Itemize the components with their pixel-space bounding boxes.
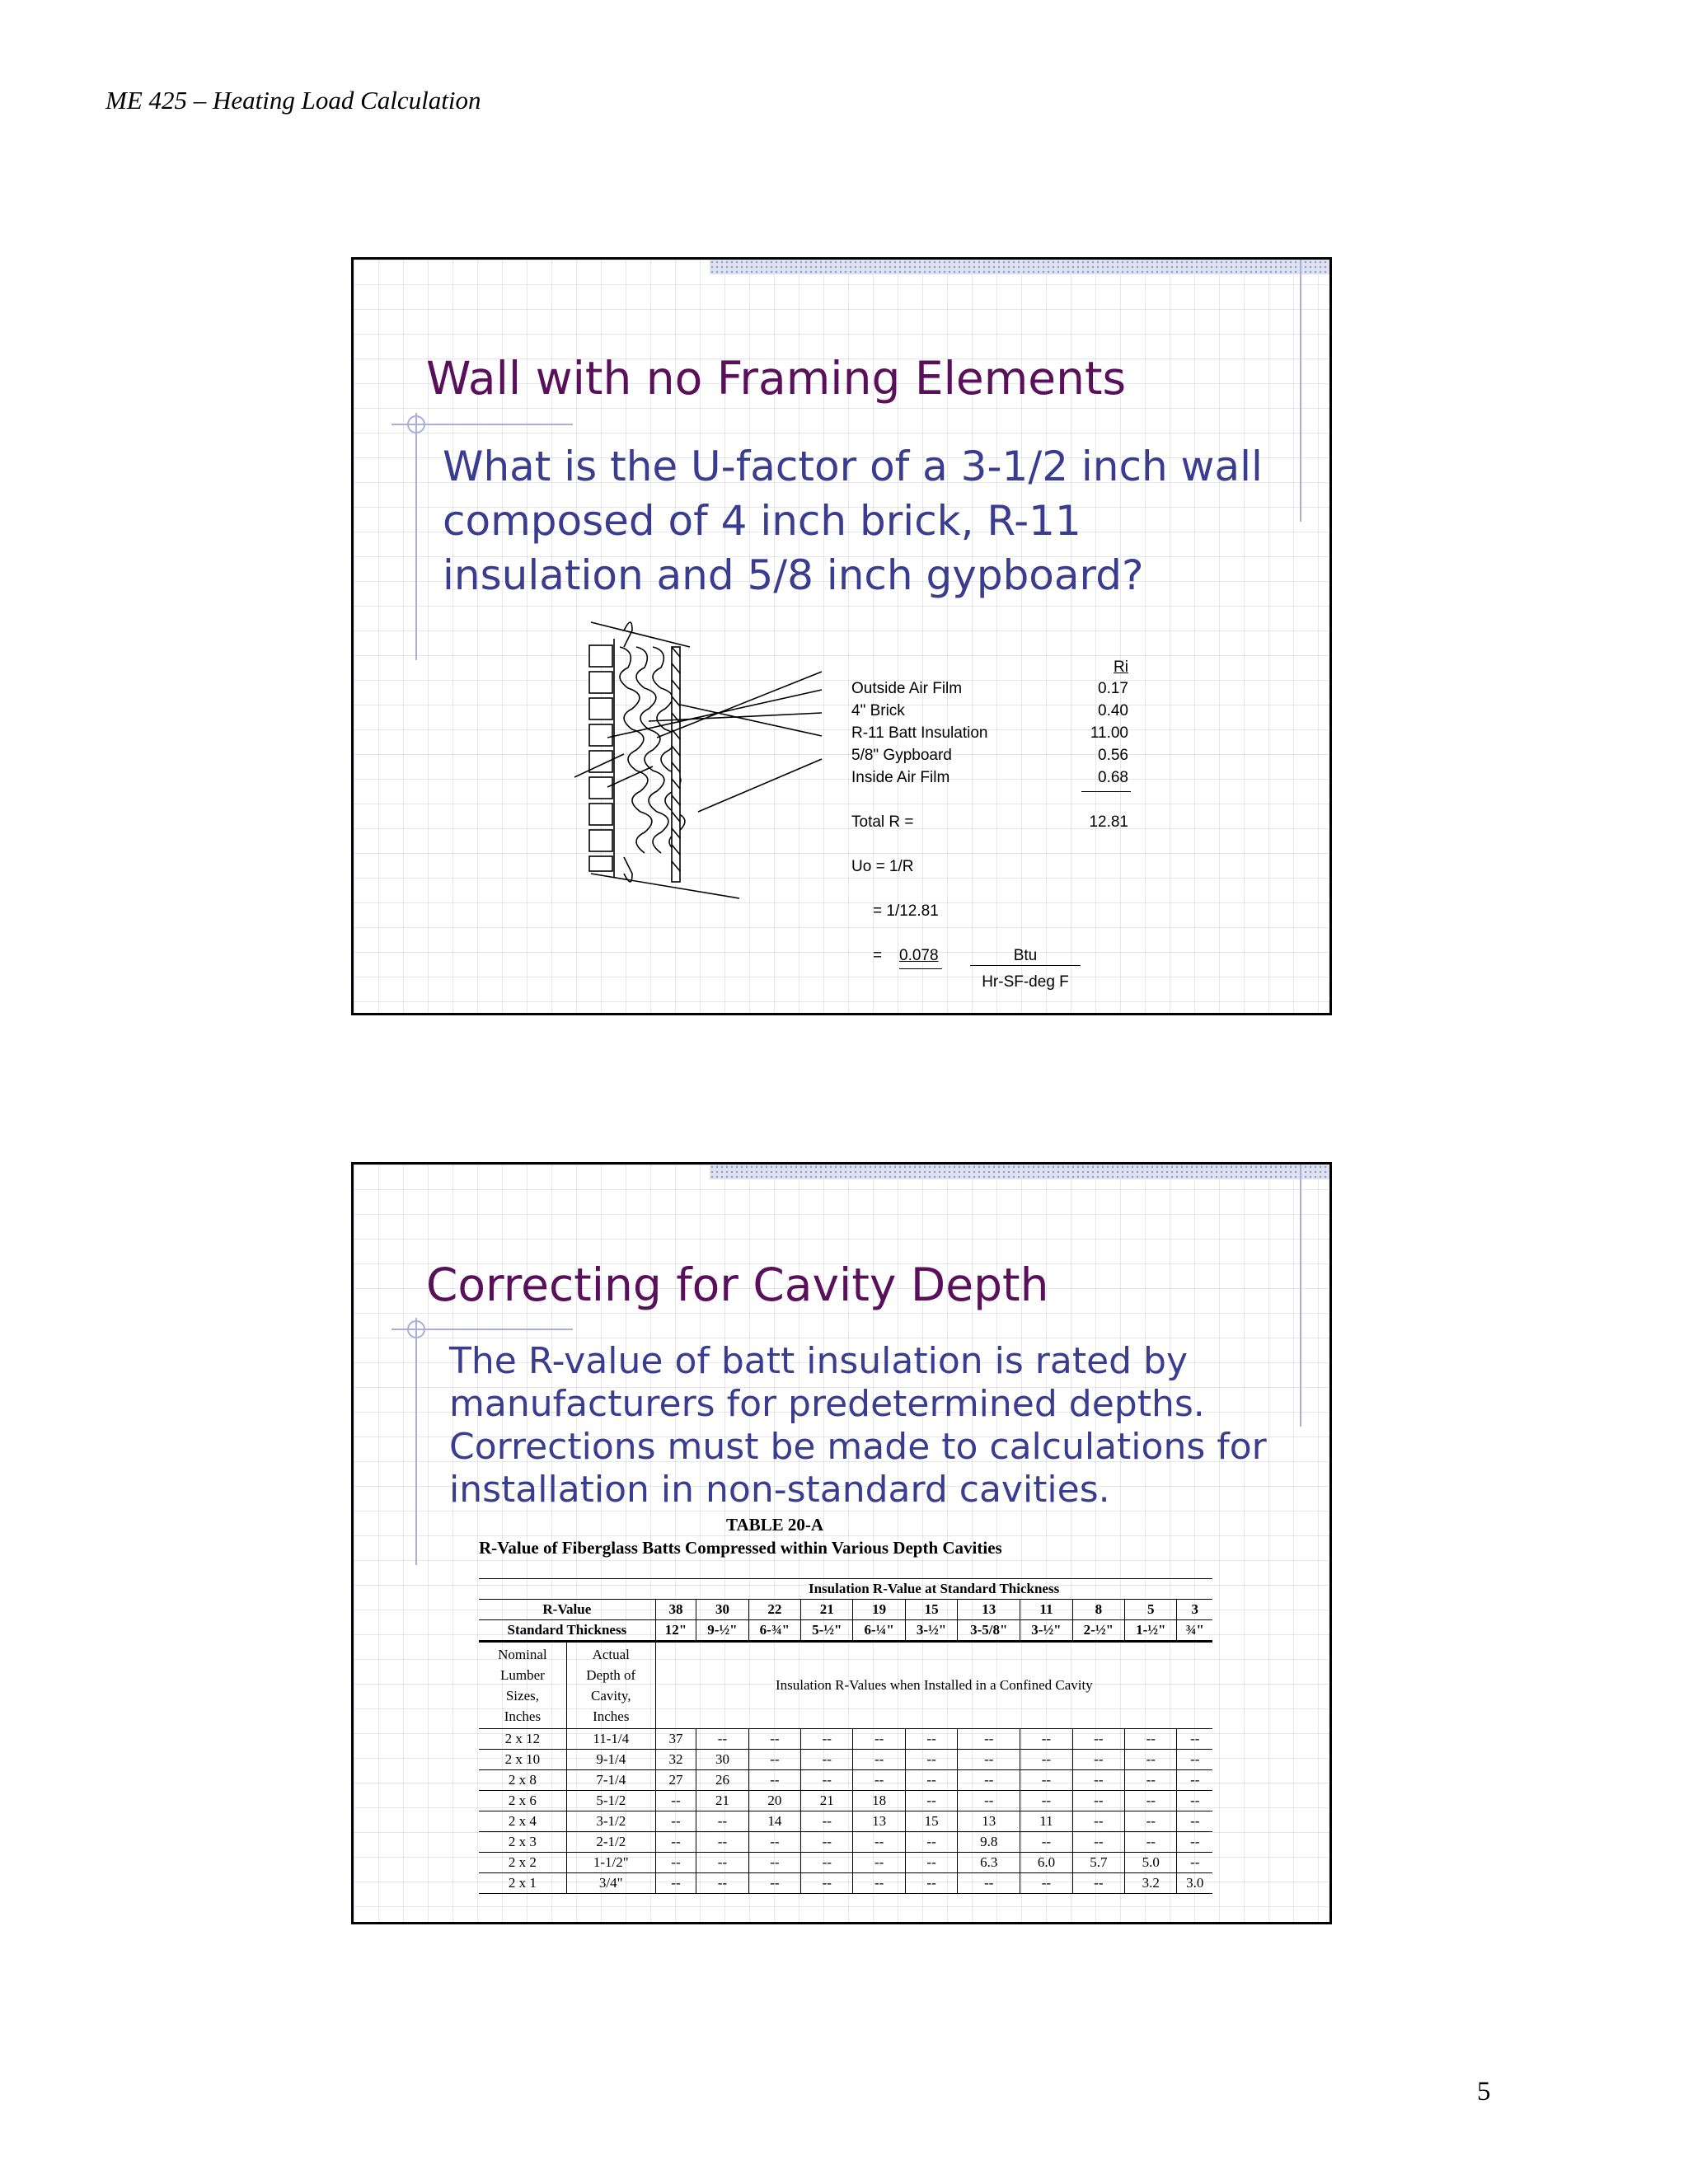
slide-title: Correcting for Cavity Depth xyxy=(426,1258,1049,1311)
r-value-cell: -- xyxy=(853,1873,905,1894)
r-value-cell: -- xyxy=(748,1729,800,1750)
lumber-size-cell: 2 x 12 xyxy=(479,1729,566,1750)
page-header: ME 425 – Heating Load Calculation xyxy=(106,86,481,115)
r-value-cell: 5.7 xyxy=(1072,1853,1124,1873)
r-value-cell: -- xyxy=(905,1832,957,1853)
r-value-cell: -- xyxy=(655,1791,696,1811)
rvalue-header-cell: 30 xyxy=(696,1600,748,1620)
r-value-cell: -- xyxy=(696,1811,748,1832)
r-value-cell: -- xyxy=(853,1750,905,1770)
r-value-cell: -- xyxy=(801,1853,853,1873)
r-value-cell: -- xyxy=(1072,1729,1124,1750)
r-value-cell: -- xyxy=(1177,1853,1212,1873)
r-value-cell: -- xyxy=(655,1811,696,1832)
cavity-depth-cell: 9-1/4 xyxy=(566,1750,655,1770)
ri-header: Ri xyxy=(1114,658,1128,676)
r-value-cell: -- xyxy=(905,1729,957,1750)
r-value-cell: -- xyxy=(1177,1770,1212,1791)
rvalue-header-cell: 3 xyxy=(1177,1600,1212,1620)
r-value-cell: -- xyxy=(1020,1770,1072,1791)
group-header: Insulation R-Value at Standard Thickness xyxy=(655,1579,1212,1600)
r-value-cell: -- xyxy=(1177,1791,1212,1811)
rvalue-header-cell: 38 xyxy=(655,1600,696,1620)
r-value-cell: -- xyxy=(1125,1832,1177,1853)
r-value-cell: -- xyxy=(1072,1832,1124,1853)
confined-cavity-label: Insulation R-Values when Installed in a Confined Cavity xyxy=(655,1642,1212,1729)
rvalue-header-cell: 11 xyxy=(1020,1600,1072,1620)
slide-question: What is the U-factor of a 3-1/2 inch wall composed of 4 inch brick, R-11 insulation and 5/8 inch gypboard? xyxy=(443,443,1263,599)
rvalue-header-cell: 22 xyxy=(748,1600,800,1620)
r-value-cell: -- xyxy=(1177,1811,1212,1832)
r-value-cell: -- xyxy=(853,1770,905,1791)
r-value-cell: -- xyxy=(1072,1750,1124,1770)
col-cavity-depth-header: Actual Depth of Cavity, Inches xyxy=(566,1642,655,1729)
r-value-cell: 21 xyxy=(696,1791,748,1811)
thickness-header-cell: 3-½" xyxy=(905,1620,957,1642)
equals-sign: = xyxy=(873,947,883,964)
r-value-cell: 11 xyxy=(1020,1811,1072,1832)
layer-name: Outside Air Film xyxy=(851,680,963,697)
table-row xyxy=(479,1832,1212,1853)
r-value-table xyxy=(479,1578,1212,1894)
lumber-size-cell: 2 x 8 xyxy=(479,1770,566,1791)
r-value-cell: -- xyxy=(853,1729,905,1750)
r-value-cell: -- xyxy=(696,1853,748,1873)
thickness-header-cell: 9-½" xyxy=(696,1620,748,1642)
cavity-depth-cell: 1-1/2" xyxy=(566,1853,655,1873)
thickness-header-cell: 3-5/8" xyxy=(958,1620,1020,1642)
r-value-cell: -- xyxy=(1020,1729,1072,1750)
r-value-cell: 9.8 xyxy=(958,1832,1020,1853)
r-value-cell: -- xyxy=(1125,1729,1177,1750)
col-lumber-size-header: Nominal Lumber Sizes, Inches xyxy=(498,1647,547,1724)
cavity-depth-cell: 7-1/4 xyxy=(566,1770,655,1791)
thickness-label: Standard Thickness xyxy=(479,1620,655,1642)
r-value-cell: -- xyxy=(958,1873,1020,1894)
result-double-underline xyxy=(899,968,942,969)
slide-pattern-band xyxy=(710,260,1329,274)
cavity-depth-cell: 11-1/4 xyxy=(566,1729,655,1750)
r-value-cell: -- xyxy=(1125,1811,1177,1832)
rvalue-label: R-Value xyxy=(479,1600,655,1620)
r-value-cell: -- xyxy=(1177,1750,1212,1770)
slide-title: Wall with no Framing Elements xyxy=(426,352,1127,405)
r-value-cell: -- xyxy=(801,1873,853,1894)
layer-value: 0.68 xyxy=(1098,769,1128,786)
table-subtitle: R-Value of Fiberglass Batts Compressed within Various Depth Cavities xyxy=(479,1538,1002,1558)
r-value-cell: -- xyxy=(853,1832,905,1853)
layer-value: 0.17 xyxy=(1098,680,1128,697)
rvalue-header-cell: 15 xyxy=(905,1600,957,1620)
layer-value: 0.56 xyxy=(1098,747,1128,764)
r-value-cell: -- xyxy=(1020,1873,1072,1894)
thickness-header-cell: 1-½" xyxy=(1125,1620,1177,1642)
r-value-cell: -- xyxy=(748,1853,800,1873)
r-value-cell: -- xyxy=(748,1750,800,1770)
r-value-cell: 13 xyxy=(958,1811,1020,1832)
table-row xyxy=(479,1811,1212,1832)
table-row xyxy=(479,1853,1212,1873)
r-value-cell: -- xyxy=(748,1873,800,1894)
table-row xyxy=(479,1873,1212,1894)
uo-substitution: = 1/12.81 xyxy=(873,902,939,920)
r-value-cell: -- xyxy=(1020,1791,1072,1811)
table-row xyxy=(479,1729,1212,1750)
lumber-size-cell: 2 x 6 xyxy=(479,1791,566,1811)
r-value-cell: -- xyxy=(1125,1791,1177,1811)
r-value-cell: -- xyxy=(1072,1791,1124,1811)
r-value-cell: -- xyxy=(1072,1770,1124,1791)
r-value-cell: 5.0 xyxy=(1125,1853,1177,1873)
lumber-size-cell: 2 x 1 xyxy=(479,1873,566,1894)
r-value-cell: 14 xyxy=(748,1811,800,1832)
r-value-cell: 6.3 xyxy=(958,1853,1020,1873)
cavity-depth-cell: 3-1/2 xyxy=(566,1811,655,1832)
lumber-size-cell: 2 x 2 xyxy=(479,1853,566,1873)
r-value-cell: -- xyxy=(801,1729,853,1750)
thickness-header-cell: 3-½" xyxy=(1020,1620,1072,1642)
uo-formula: Uo = 1/R xyxy=(851,858,914,875)
r-value-cell: 15 xyxy=(905,1811,957,1832)
r-value-cell: 21 xyxy=(801,1791,853,1811)
r-value-cell: 3.2 xyxy=(1125,1873,1177,1894)
r-value-cell: 20 xyxy=(748,1791,800,1811)
r-value-cell: 27 xyxy=(655,1770,696,1791)
cavity-depth-cell: 5-1/2 xyxy=(566,1791,655,1811)
r-value-cell: -- xyxy=(1020,1832,1072,1853)
table-row xyxy=(479,1770,1212,1791)
layer-name: 5/8" Gypboard xyxy=(851,747,952,764)
r-value-cell: -- xyxy=(1125,1750,1177,1770)
lumber-size-cell: 2 x 10 xyxy=(479,1750,566,1770)
layer-name: R-11 Batt Insulation xyxy=(851,724,988,742)
thickness-header-cell: 12" xyxy=(655,1620,696,1642)
sum-rule xyxy=(1081,791,1131,792)
r-value-cell: -- xyxy=(1177,1832,1212,1853)
r-value-cell: 37 xyxy=(655,1729,696,1750)
total-label: Total R = xyxy=(851,813,914,831)
slide-accent-line xyxy=(1300,260,1301,522)
r-value-cell: -- xyxy=(801,1770,853,1791)
r-value-cell: 26 xyxy=(696,1770,748,1791)
r-value-cell: 6.0 xyxy=(1020,1853,1072,1873)
table-row xyxy=(479,1791,1212,1811)
r-value-cell: -- xyxy=(1125,1770,1177,1791)
r-value-cell: -- xyxy=(801,1750,853,1770)
r-value-cell: 18 xyxy=(853,1791,905,1811)
r-value-cell: -- xyxy=(801,1811,853,1832)
r-value-cell: -- xyxy=(905,1770,957,1791)
r-value-cell: -- xyxy=(905,1873,957,1894)
lumber-size-cell: 2 x 3 xyxy=(479,1832,566,1853)
r-value-cell: -- xyxy=(696,1832,748,1853)
rvalue-header-cell: 5 xyxy=(1125,1600,1177,1620)
r-value-cell: -- xyxy=(655,1873,696,1894)
unit-numerator: Btu xyxy=(970,947,1081,966)
r-value-cell: -- xyxy=(801,1832,853,1853)
slide-cavity-depth xyxy=(351,1162,1332,1924)
r-value-cell: -- xyxy=(905,1750,957,1770)
r-value-cell: -- xyxy=(696,1873,748,1894)
r-value-cell: -- xyxy=(1072,1873,1124,1894)
r-value-cell: -- xyxy=(853,1853,905,1873)
r-value-cell: 3.0 xyxy=(1177,1873,1212,1894)
r-value-cell: -- xyxy=(748,1832,800,1853)
slide-wall-no-framing xyxy=(351,257,1332,1015)
r-value-cell: -- xyxy=(1020,1750,1072,1770)
r-value-cell: -- xyxy=(1072,1811,1124,1832)
thickness-header-cell: 6-¾" xyxy=(748,1620,800,1642)
layer-name: 4" Brick xyxy=(851,702,905,719)
thickness-header-cell: 2-½" xyxy=(1072,1620,1124,1642)
u-factor-result: 0.078 xyxy=(899,947,939,964)
slide-explanation: The R-value of batt insulation is rated by manufacturers for predetermined depths. Corrections must be made to calculations for installation in non-standard cavities. xyxy=(449,1340,1267,1511)
r-value-cell: -- xyxy=(696,1729,748,1750)
rvalue-header-cell: 19 xyxy=(853,1600,905,1620)
r-value-cell: -- xyxy=(1177,1729,1212,1750)
slide-pattern-band xyxy=(710,1165,1329,1179)
r-value-cell: -- xyxy=(958,1770,1020,1791)
lumber-size-cell: 2 x 4 xyxy=(479,1811,566,1832)
r-value-cell: 32 xyxy=(655,1750,696,1770)
cavity-depth-cell: 3/4" xyxy=(566,1873,655,1894)
unit-denominator: Hr-SF-deg F xyxy=(982,973,1069,991)
rvalue-header-cell: 13 xyxy=(958,1600,1020,1620)
r-value-cell: 13 xyxy=(853,1811,905,1832)
thickness-header-cell: ¾" xyxy=(1177,1620,1212,1642)
rvalue-header-cell: 21 xyxy=(801,1600,853,1620)
thickness-header-cell: 5-½" xyxy=(801,1620,853,1642)
thickness-header-cell: 6-¼" xyxy=(853,1620,905,1642)
table-title: TABLE 20-A xyxy=(726,1515,824,1535)
r-value-cell: -- xyxy=(655,1853,696,1873)
wall-section-diagram xyxy=(574,614,838,902)
r-value-cell: -- xyxy=(748,1770,800,1791)
layer-value: 0.40 xyxy=(1098,702,1128,719)
r-value-cell: -- xyxy=(905,1853,957,1873)
r-value-cell: -- xyxy=(905,1791,957,1811)
r-value-cell: -- xyxy=(958,1729,1020,1750)
r-value-cell: -- xyxy=(958,1791,1020,1811)
table-row xyxy=(479,1750,1212,1770)
r-value-cell: -- xyxy=(655,1832,696,1853)
rvalue-header-cell: 8 xyxy=(1072,1600,1124,1620)
total-value: 12.81 xyxy=(1089,813,1128,831)
layer-value: 11.00 xyxy=(1090,724,1128,742)
layer-name: Inside Air Film xyxy=(851,769,950,786)
r-value-cell: -- xyxy=(958,1750,1020,1770)
page-number: 5 xyxy=(1477,2077,1491,2107)
r-value-cell: 30 xyxy=(696,1750,748,1770)
cavity-depth-cell: 2-1/2 xyxy=(566,1832,655,1853)
